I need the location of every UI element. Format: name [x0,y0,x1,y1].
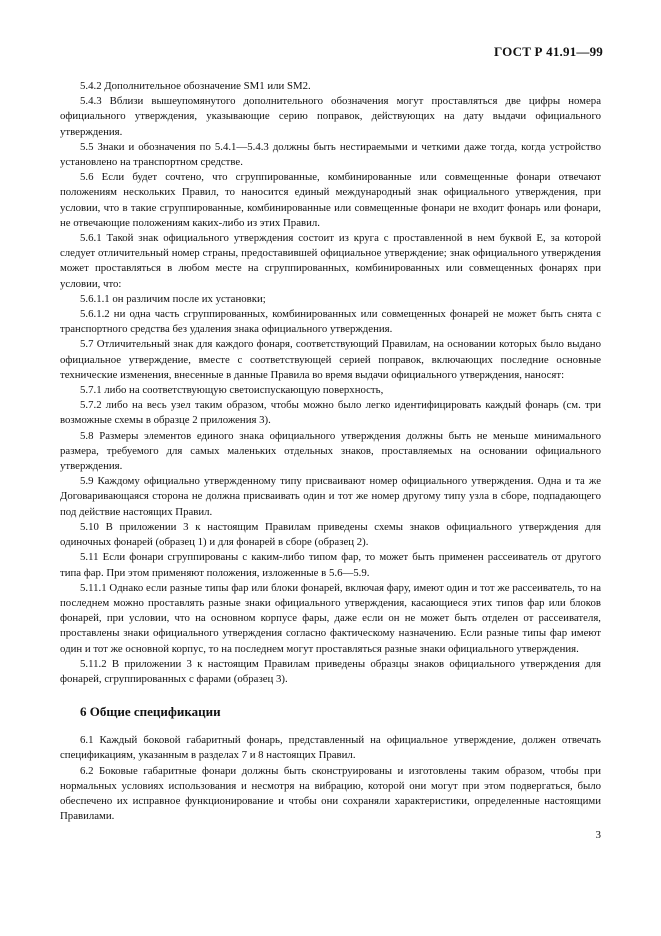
paragraph-5-11-1: 5.11.1 Однако если разные типы фар или блоки фонарей, включая фару, имеют один и тот же рассеиватель, то на последнем можно проставлять разные знаки официального утверждения, касающиеся этих типов фар или блоков фонарей, при условии, что на основном корпусе фары, даже если он не может быть отделен от рассеивателя, проставлены знаки официального утверждения согласно фактическому назначению. Если разные типы фар имеют один и тот же основной корпус, то на последнем могут проставляться разные знаки официального утверждения. [60,581,601,655]
document-code: ГОСТ Р 41.91—99 [494,44,603,59]
paragraph-5-4-2: 5.4.2 Дополнительное обозначение SM1 или SM2. [80,80,311,92]
paragraph-5-10: 5.10 В приложении 3 к настоящим Правилам приведены схемы знаков официального утверждения для одиночных фонарей (образец 1) и для фонарей в сборе (образец 2). [60,520,601,549]
paragraph-5-7-1: 5.7.1 либо на соответствующую светоиспускающую поверхность, [80,384,384,397]
paragraph-5-9: 5.9 Каждому официально утвержденному типу присваивают номер официального утверждения. Одна и та же Договаривающаяся сторона не должна присваивать один и тот же номер другому типу узла в сборе, подпадающего под действие настоящих Правил. [60,475,601,518]
paragraph-5-6-1-1: 5.6.1.1 он различим после их установки; [80,292,266,305]
paragraph-5-7-2: 5.7.2 либо на весь узел таким образом, чтобы можно было легко идентифицировать каждый фонарь (см. три возможные схемы в образце 2 приложения 3). [60,399,601,427]
paragraph-6-2: 6.2 Боковые габаритные фонари должны быть сконструированы и изготовлены таким образом, чтобы при нормальных условиях использования и несмотря на вибрацию, которой они могут при этом подвергаться, было обеспечено их исправное функционирование и чтобы они сохраняли характеристики, определенные настоящими Правилами. [60,764,601,823]
paragraph-5-4-3: 5.4.3 Вблизи вышеупомянутого дополнительного обозначения могут проставляться две цифры номера официального утверждения, указывающие серию поправок, действующих на дату выдачи официального утверждения. [60,95,601,138]
paragraph-5-8: 5.8 Размеры элементов единого знака официального утверждения должны быть не меньше минимального размера, требуемого для самых маленьких отдельных знаков, проставляемых на основании официального утверждения. [60,429,601,473]
page-number: 3 [595,829,601,841]
paragraph-5-7: 5.7 Отличительный знак для каждого фонаря, соответствующий Правилам, на основании которых было выдано официальное утверждение, вместе с соответствующей серией поправок, включающих последние основные технические изменения, внесенные в данные Правила во время выдачи официального утверждения, наносят: [60,338,601,381]
paragraph-5-11-2: 5.11.2 В приложении 3 к настоящим Правилам приведены образцы знаков официального утверждения для фонарей, сгруппированных с фарами (образец 3). [60,657,601,685]
section-heading-6: 6 Общие спецификации [80,704,221,720]
paragraph-5-6: 5.6 Если будет сочтено, что сгруппированные, комбинированные или совмещенные фонари отвечают положениям нескольких Правил, то наносится единый международный знак официального утверждения, при условии, что в такие сгруппированные, комбинированные или совмещенные фонари не входит фонарь или фонари, не отвечающие положениям каких-либо из этих Правил. [60,171,601,229]
paragraph-6-1: 6.1 Каждый боковой габаритный фонарь, представленный на официальное утверждение, должен отвечать спецификациям, указанным в разделах 7 и 8 настоящих Правил. [60,734,601,762]
page-body [60,79,601,824]
paragraph-5-5: 5.5 Знаки и обозначения по 5.4.1—5.4.3 должны быть нестираемыми и четкими даже тогда, когда устройство установлено на транспортном средстве. [60,140,601,169]
paragraph-5-6-1-2: 5.6.1.2 ни одна часть сгруппированных, комбинированных или совмещенных фонарей не может быть снята с транспортного средства без удаления знака официального утверждения. [60,308,601,336]
paragraph-5-11: 5.11 Если фонари сгруппированы с каким-либо типом фар, то может быть применен рассеиватель от другого типа фар. При этом применяют положения, изложенные в 5.6—5.9. [60,551,601,579]
paragraph-5-6-1: 5.6.1 Такой знак официального утверждения состоит из круга с проставленной в нем буквой Е, за которой следует отличительный номер страны, предоставившей официальное утверждение; знак официального утверждения может проставляться в любом месте на сгруппированных, комбинированных или совмещенных фонарях при условии, что: [60,232,601,290]
